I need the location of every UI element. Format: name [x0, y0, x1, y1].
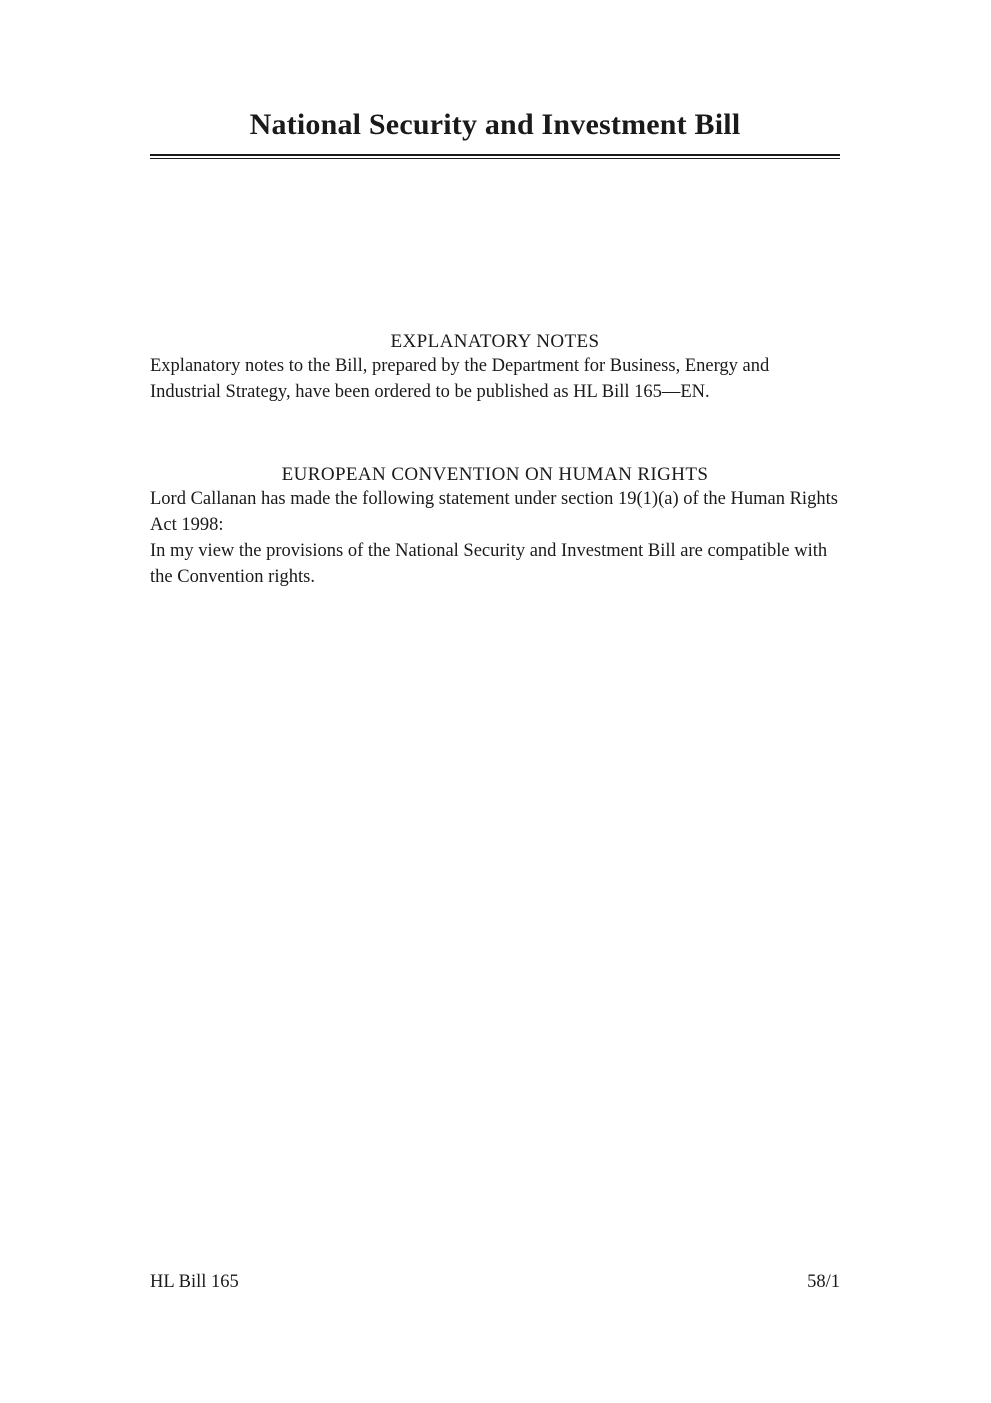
- paragraph-statement-body: In my view the provisions of the National Security and Investment Bill are compatible with the Convention rights.: [150, 541, 828, 588]
- section-heading-echr: EUROPEAN CONVENTION ON HUMAN RIGHTS: [281, 463, 709, 485]
- footer-page-reference: 58/1: [807, 1272, 840, 1292]
- section-heading-explanatory-notes: EXPLANATORY NOTES: [390, 331, 600, 352]
- footer-bill-number: HL Bill 165: [150, 1272, 239, 1292]
- page-title: National Security and Investment Bill: [249, 108, 741, 141]
- document-content: [150, 0, 840, 591]
- paragraph-statement-intro: Lord Callanan has made the following statement under section 19(1)(a) of the Human Rights Act 1998:: [150, 488, 838, 535]
- paragraph-explanatory-notes: Explanatory notes to the Bill, prepared by the Department for Business, Energy and Industrial Strategy, have been ordered to be published as HL Bill 165—EN.: [150, 356, 770, 403]
- page-footer: [150, 1272, 840, 1293]
- title-divider: [150, 154, 840, 159]
- divider-rule-thin: [150, 158, 840, 159]
